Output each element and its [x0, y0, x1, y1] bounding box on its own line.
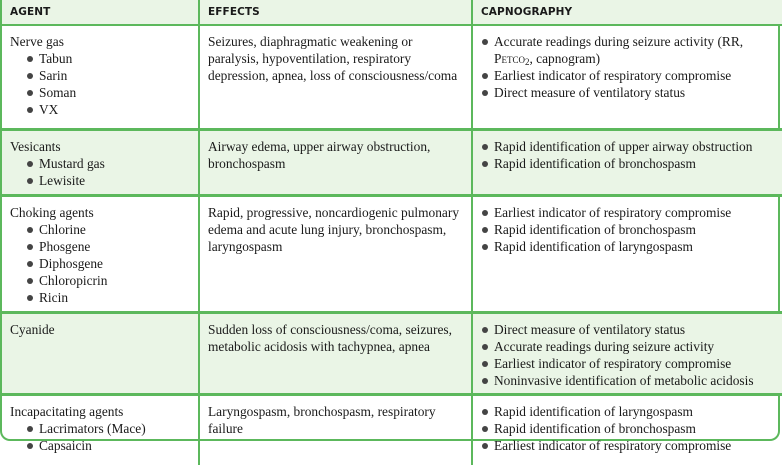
subagent-item: Soman	[25, 84, 190, 101]
header-agent: AGENT	[2, 0, 199, 25]
subagent-item: Lacrimators (Mace)	[25, 420, 190, 437]
subagent-item: Capsaicin	[25, 437, 190, 454]
capnography-list	[481, 33, 774, 101]
agent-cell	[2, 196, 199, 313]
subagent-list	[10, 50, 190, 118]
capnography-item: Noninvasive identification of metabolic acidosis	[481, 372, 774, 389]
capnography-item: Rapid identification of laryngospasm	[481, 403, 774, 420]
header-capnography: CAPNOGRAPHY	[472, 0, 782, 25]
agent-name: Choking agents	[10, 204, 190, 221]
subagent-list	[10, 420, 190, 454]
subagent-item: Sarin	[25, 67, 190, 84]
capnography-list	[481, 321, 774, 389]
effects-cell: Laryngospasm, bronchospasm, respiratory failure	[199, 395, 472, 465]
capnography-list	[481, 403, 774, 454]
capnography-item: Direct measure of ventilatory status	[481, 84, 774, 101]
effects-cell: Seizures, diaphragmatic weakening or paralysis, hypoventilation, respiratory depression, apnea, loss of consciousness/coma	[199, 25, 472, 130]
capnography-list	[481, 204, 774, 255]
capnography-list	[481, 138, 774, 172]
subagent-item: Mustard gas	[25, 155, 190, 172]
capnography-cell	[472, 25, 782, 130]
agent-name: Vesicants	[10, 138, 190, 155]
capnography-item: Rapid identification of upper airway obstruction	[481, 138, 774, 155]
subagent-list	[10, 221, 190, 306]
subagent-item: Tabun	[25, 50, 190, 67]
capnography-cell	[472, 130, 782, 196]
subagent-item: Phosgene	[25, 238, 190, 255]
agent-cell	[2, 130, 199, 196]
capnography-item: Earliest indicator of respiratory compromise	[481, 355, 774, 372]
effects-cell: Airway edema, upper airway obstruction, bronchospasm	[199, 130, 472, 196]
header-effects: EFFECTS	[199, 0, 472, 25]
capnography-cell	[472, 196, 782, 313]
capnography-item: Direct measure of ventilatory status	[481, 321, 774, 338]
petco2-subscript: 2	[525, 57, 530, 67]
capnography-item	[481, 33, 774, 67]
table-row-vesicants	[2, 130, 782, 196]
capnography-item: Earliest indicator of respiratory compromise	[481, 437, 774, 454]
capnography-item: Earliest indicator of respiratory compromise	[481, 67, 774, 84]
subagent-item: Chlorine	[25, 221, 190, 238]
agent-cell	[2, 313, 199, 395]
subagent-item: Lewisite	[25, 172, 190, 189]
subagent-item: Ricin	[25, 289, 190, 306]
agent-cell	[2, 25, 199, 130]
table-header	[2, 0, 782, 25]
effects-cell: Rapid, progressive, noncardiogenic pulmonary edema and acute lung injury, bronchospasm, laryngospasm	[199, 196, 472, 313]
capnography-item: Rapid identification of bronchospasm	[481, 155, 774, 172]
agent-cell	[2, 395, 199, 465]
capnography-cell	[472, 395, 782, 465]
table-body	[2, 25, 782, 465]
subagent-item: VX	[25, 101, 190, 118]
petco2-abbrev: Petco	[494, 51, 525, 66]
subagent-list	[10, 155, 190, 189]
agents-capnography-table	[2, 0, 782, 465]
effects-cell: Sudden loss of consciousness/coma, seizures, metabolic acidosis with tachypnea, apnea	[199, 313, 472, 395]
agent-name: Cyanide	[10, 321, 190, 338]
capnography-item-text: Accurate readings during seizure activity (RR,	[494, 34, 743, 49]
agent-name: Nerve gas	[10, 33, 190, 50]
capnography-item: Rapid identification of bronchospasm	[481, 420, 774, 437]
capnography-item-text: , capnogram)	[529, 51, 600, 66]
table-row-choking-agents	[2, 196, 782, 313]
subagent-item: Diphosgene	[25, 255, 190, 272]
table-row-cyanide	[2, 313, 782, 395]
table-row-incapacitating-agents	[2, 395, 782, 465]
capnography-item: Rapid identification of laryngospasm	[481, 238, 774, 255]
table-row-nerve-gas	[2, 25, 782, 130]
capnography-item: Earliest indicator of respiratory compromise	[481, 204, 774, 221]
agent-name: Incapacitating agents	[10, 403, 190, 420]
capnography-cell	[472, 313, 782, 395]
capnography-item: Rapid identification of bronchospasm	[481, 221, 774, 238]
subagent-item: Chloropicrin	[25, 272, 190, 289]
capnography-item: Accurate readings during seizure activity	[481, 338, 774, 355]
header-row	[2, 0, 782, 25]
